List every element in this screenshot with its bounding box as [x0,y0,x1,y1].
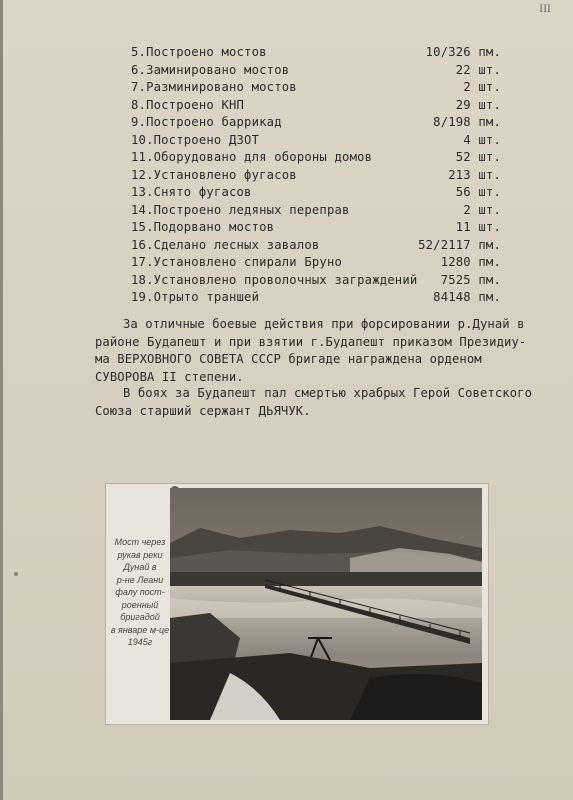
statistics-row [131,44,501,62]
statistics-label: 16.Сделано лесных завалов [131,237,320,252]
statistics-label: 18.Установлено проволочных заграждений [131,272,418,287]
statistics-row [131,167,501,185]
statistics-label: 11.Оборудовано для обороны домов [131,150,373,164]
statistics-row [131,272,501,290]
statistics-value: 84148 пм. [433,290,501,304]
caption-line: фалу пост- [115,587,165,597]
page-corner-mark: III [539,4,551,15]
statistics-value: 22 шт. [455,62,501,77]
statistics-label: 7.Разминировано мостов [131,80,297,94]
statistics-value: 11 шт. [455,220,501,234]
statistics-row [131,114,501,132]
hero-paragraph [95,385,533,420]
photo-card [106,484,488,724]
statistics-label: 5.Построено мостов [131,45,267,59]
statistics-label: 10.Построено ДЗОТ [131,132,260,147]
statistics-value: 4 шт. [463,132,501,147]
statistics-label: 6.Заминировано мостов [131,62,290,77]
paragraph-line: СУВОРОВА II степени. [95,369,244,384]
statistics-label: 13.Снято фугасов [131,185,252,199]
caption-line: роенный [121,599,159,610]
statistics-label: 9.Построено баррикад [131,115,282,129]
statistics-list [131,44,501,307]
statistics-row [131,132,501,150]
award-paragraph [95,316,525,386]
paragraph-line: ма ВЕРХОВНОГО СОВЕТА СССР бригаде награждена орденом [95,352,482,366]
statistics-value: 213 шт. [448,167,501,182]
statistics-label: 15.Подорвано мостов [131,220,275,234]
paragraph-line: За отличные боевые действия при форсировании р.Дунай в [123,317,525,331]
paragraph-line: В боях за Будапешт пал смертью храбрых Герой Советского [123,386,533,400]
caption-line: 1945г [127,637,153,647]
statistics-row [131,202,501,220]
photo-caption [110,536,170,649]
paragraph-line: Союза старший сержант ДЬЯЧУК. [95,403,311,418]
statistics-value: 29 шт. [455,97,501,112]
statistics-row [131,237,501,255]
statistics-value: 7525 пм. [440,272,501,287]
statistics-value: 52 шт. [455,150,501,164]
statistics-row [131,149,501,167]
statistics-row [131,219,501,237]
caption-line: р-не Леани [116,574,164,585]
caption-line: бригадой [120,612,160,622]
punch-hole [14,572,18,576]
statistics-value: 8/198 пм. [433,115,501,129]
caption-line: Дунай в [123,562,157,572]
statistics-label: 12.Установлено фугасов [131,167,297,182]
statistics-row [131,62,501,80]
caption-line: рукав реки [117,549,163,560]
statistics-row [131,184,501,202]
statistics-label: 14.Построено ледяных переправ [131,202,350,217]
statistics-label: 17.Установлено спирали Бруно [131,255,343,269]
statistics-label: 8.Построено КНП [131,97,245,112]
bridge-photograph [170,488,482,720]
statistics-value: 1280 пм. [440,255,501,269]
statistics-value: 56 шт. [455,185,501,199]
statistics-value: 52/2117 пм. [418,237,501,252]
paragraph-line: районе Будапешт и при взятии г.Будапешт приказом Президиу- [95,334,527,349]
statistics-value: 10/326 пм. [425,45,501,59]
statistics-value: 2 шт. [463,80,501,94]
caption-line: в январе м-це [110,624,170,635]
statistics-label: 19.Отрыто траншей [131,290,260,304]
caption-line: Мост через [114,537,166,547]
statistics-row [131,97,501,115]
statistics-value: 2 шт. [463,202,501,217]
statistics-row [131,289,501,307]
statistics-row [131,79,501,97]
statistics-row [131,254,501,272]
